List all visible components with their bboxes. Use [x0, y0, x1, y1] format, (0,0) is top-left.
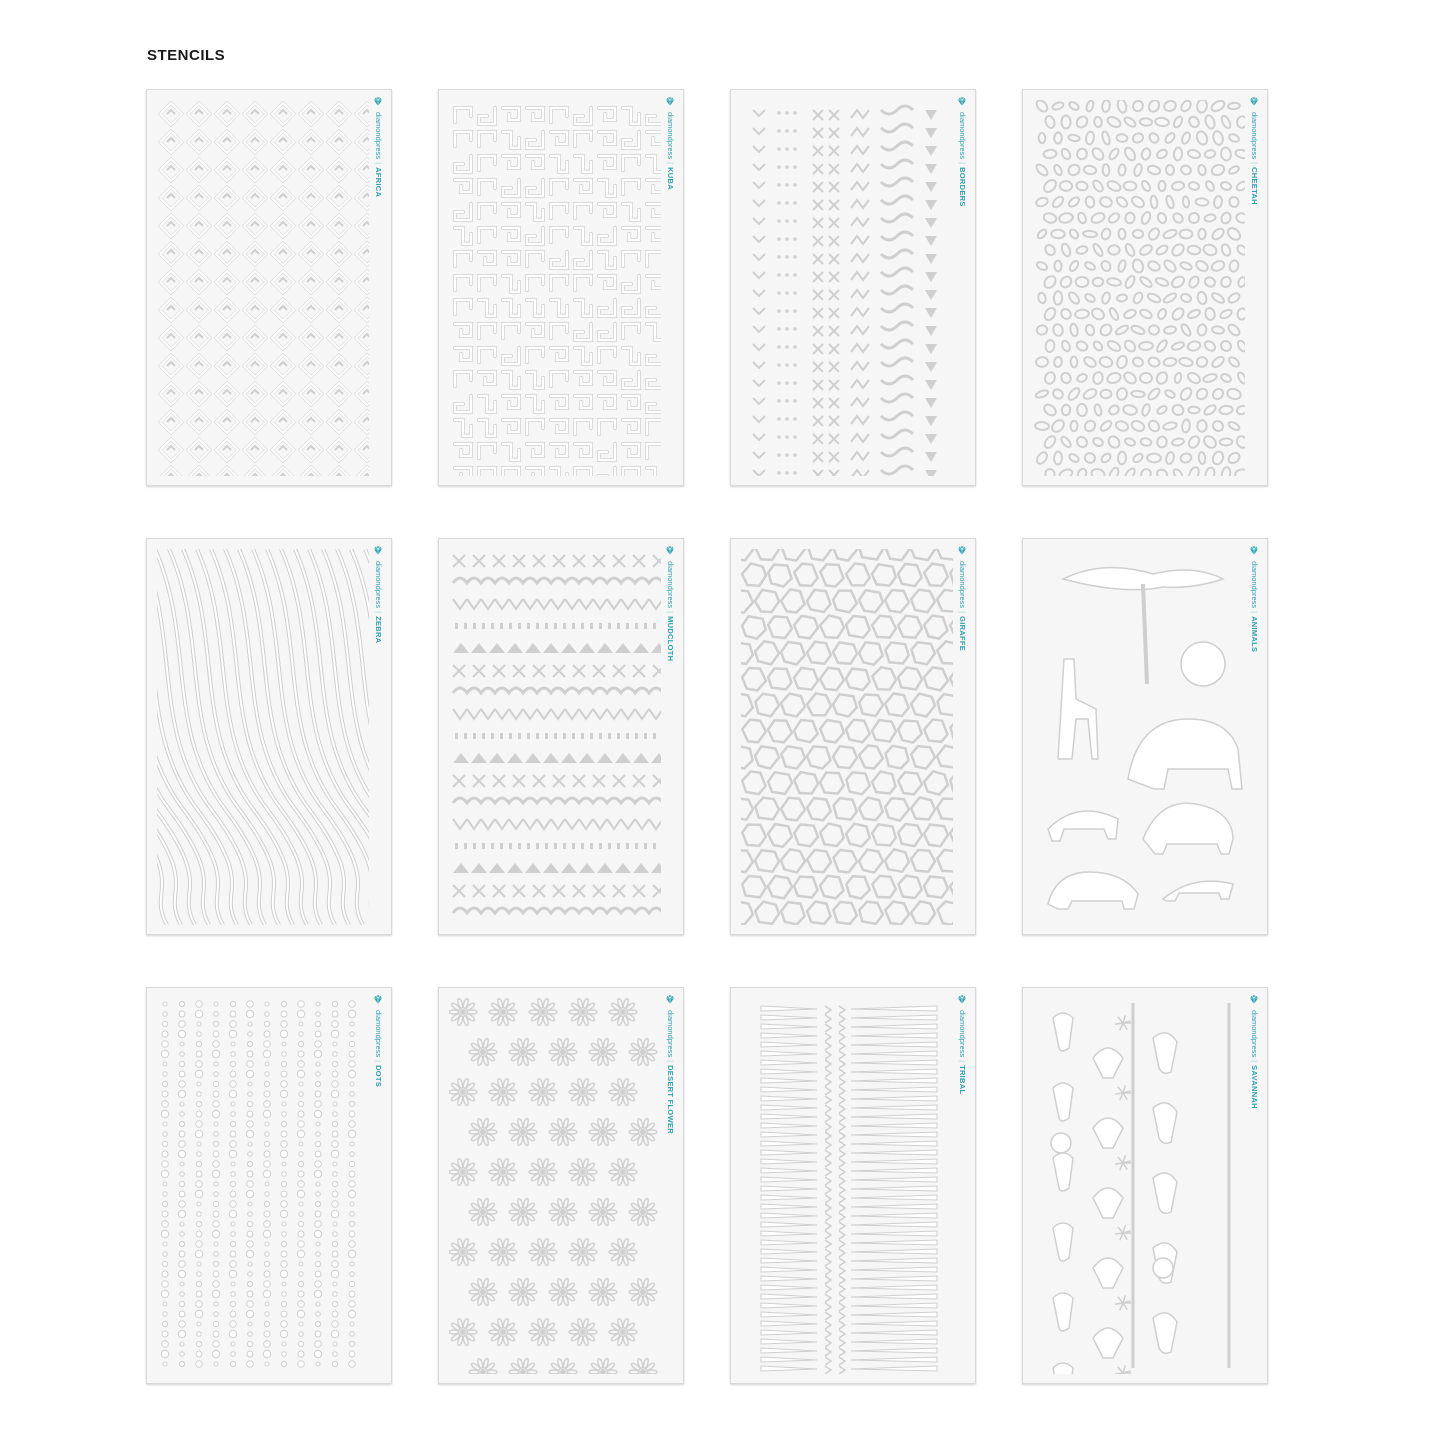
- brand-name: diamondpress: [666, 561, 675, 609]
- stencil-pattern-border-rows: [741, 100, 953, 476]
- stencil-card-desert-flower: [438, 987, 684, 1384]
- brand-name: diamondpress: [1250, 561, 1259, 609]
- diamond-icon: [956, 994, 968, 1006]
- brand-name: diamondpress: [958, 1010, 967, 1058]
- stencil-pattern-dot-columns: [157, 998, 369, 1374]
- brand-label: [369, 994, 389, 1194]
- stencil-name: AFRICA: [374, 167, 383, 198]
- stencil-name: BORDERS: [958, 167, 967, 207]
- stencil-pattern-flower-mosaic: [449, 998, 661, 1374]
- brand-separator: |: [1250, 611, 1259, 614]
- stencil-pattern-zebra-stripes: [157, 549, 369, 925]
- stencil-card-giraffe: [730, 538, 976, 935]
- stencil-card-animals: [1022, 538, 1268, 935]
- brand-name: diamondpress: [666, 1010, 675, 1058]
- stencil-name: DOTS: [374, 1065, 383, 1088]
- brand-name: diamondpress: [374, 1010, 383, 1058]
- stencil-pattern-savannah-scene: [1033, 998, 1245, 1374]
- stencil-pattern-mudcloth-rows: [449, 549, 661, 925]
- brand-label: [661, 994, 681, 1194]
- brand-label: [953, 994, 973, 1194]
- stencil-card-dots: [146, 987, 392, 1384]
- stencil-card-tribal: [730, 987, 976, 1384]
- stencil-name: KUBA: [666, 167, 675, 190]
- stencil-card-zebra: [146, 538, 392, 935]
- stencil-pattern-giraffe-cells: [741, 549, 953, 925]
- brand-separator: |: [374, 1060, 383, 1063]
- brand-separator: |: [374, 611, 383, 614]
- brand-name: diamondpress: [958, 561, 967, 609]
- brand-label: [1245, 994, 1265, 1194]
- stencil-card-africa: [146, 89, 392, 486]
- brand-separator: |: [666, 1060, 675, 1063]
- brand-name: diamondpress: [1250, 1010, 1259, 1058]
- brand-separator: |: [666, 611, 675, 614]
- brand-label: [661, 545, 681, 745]
- stencil-name: SAVANNAH: [1250, 1065, 1259, 1109]
- stencil-pattern-kuba-maze: [449, 100, 661, 476]
- brand-label: [953, 96, 973, 296]
- brand-name: diamondpress: [666, 112, 675, 160]
- diamond-icon: [372, 994, 384, 1006]
- brand-separator: |: [958, 1060, 967, 1063]
- brand-name: diamondpress: [374, 112, 383, 160]
- diamond-icon: [664, 994, 676, 1006]
- brand-label: [661, 96, 681, 296]
- diamond-icon: [372, 545, 384, 557]
- stencil-pattern-animal-silhouettes: [1033, 549, 1245, 925]
- stencil-name: ZEBRA: [374, 616, 383, 644]
- stencil-name: GIRAFFE: [958, 616, 967, 652]
- stencil-card-cheetah: [1022, 89, 1268, 486]
- diamond-icon: [664, 96, 676, 108]
- stencil-card-mudcloth: [438, 538, 684, 935]
- stencil-card-savannah: [1022, 987, 1268, 1384]
- stencil-card-kuba: [438, 89, 684, 486]
- brand-label: [1245, 545, 1265, 745]
- brand-label: [369, 96, 389, 296]
- page-heading: STENCILS: [147, 47, 226, 64]
- stencil-grid: [146, 89, 1268, 1384]
- brand-name: diamondpress: [374, 561, 383, 609]
- stencil-pattern-cheetah-spots: [1033, 100, 1245, 476]
- brand-separator: |: [1250, 162, 1259, 165]
- brand-label: [369, 545, 389, 745]
- diamond-icon: [956, 96, 968, 108]
- brand-separator: |: [666, 162, 675, 165]
- stencil-name: DESERT FLOWER: [666, 1065, 675, 1134]
- stencil-pattern-geometric-maze: [157, 100, 369, 476]
- stencil-name: TRIBAL: [958, 1065, 967, 1095]
- brand-separator: |: [374, 162, 383, 165]
- stencil-name: ANIMALS: [1250, 616, 1259, 653]
- brand-label: [953, 545, 973, 745]
- diamond-icon: [956, 545, 968, 557]
- brand-separator: |: [958, 162, 967, 165]
- diamond-icon: [1248, 994, 1260, 1006]
- stencil-name: CHEETAH: [1250, 167, 1259, 205]
- brand-name: diamondpress: [958, 112, 967, 160]
- diamond-icon: [1248, 96, 1260, 108]
- diamond-icon: [664, 545, 676, 557]
- diamond-icon: [1248, 545, 1260, 557]
- brand-separator: |: [1250, 1060, 1259, 1063]
- diamond-icon: [372, 96, 384, 108]
- stencil-name: MUDCLOTH: [666, 616, 675, 662]
- brand-separator: |: [958, 611, 967, 614]
- brand-label: [1245, 96, 1265, 296]
- stencil-pattern-tribal-spikes: [741, 998, 953, 1374]
- brand-name: diamondpress: [1250, 112, 1259, 160]
- stencil-card-borders: [730, 89, 976, 486]
